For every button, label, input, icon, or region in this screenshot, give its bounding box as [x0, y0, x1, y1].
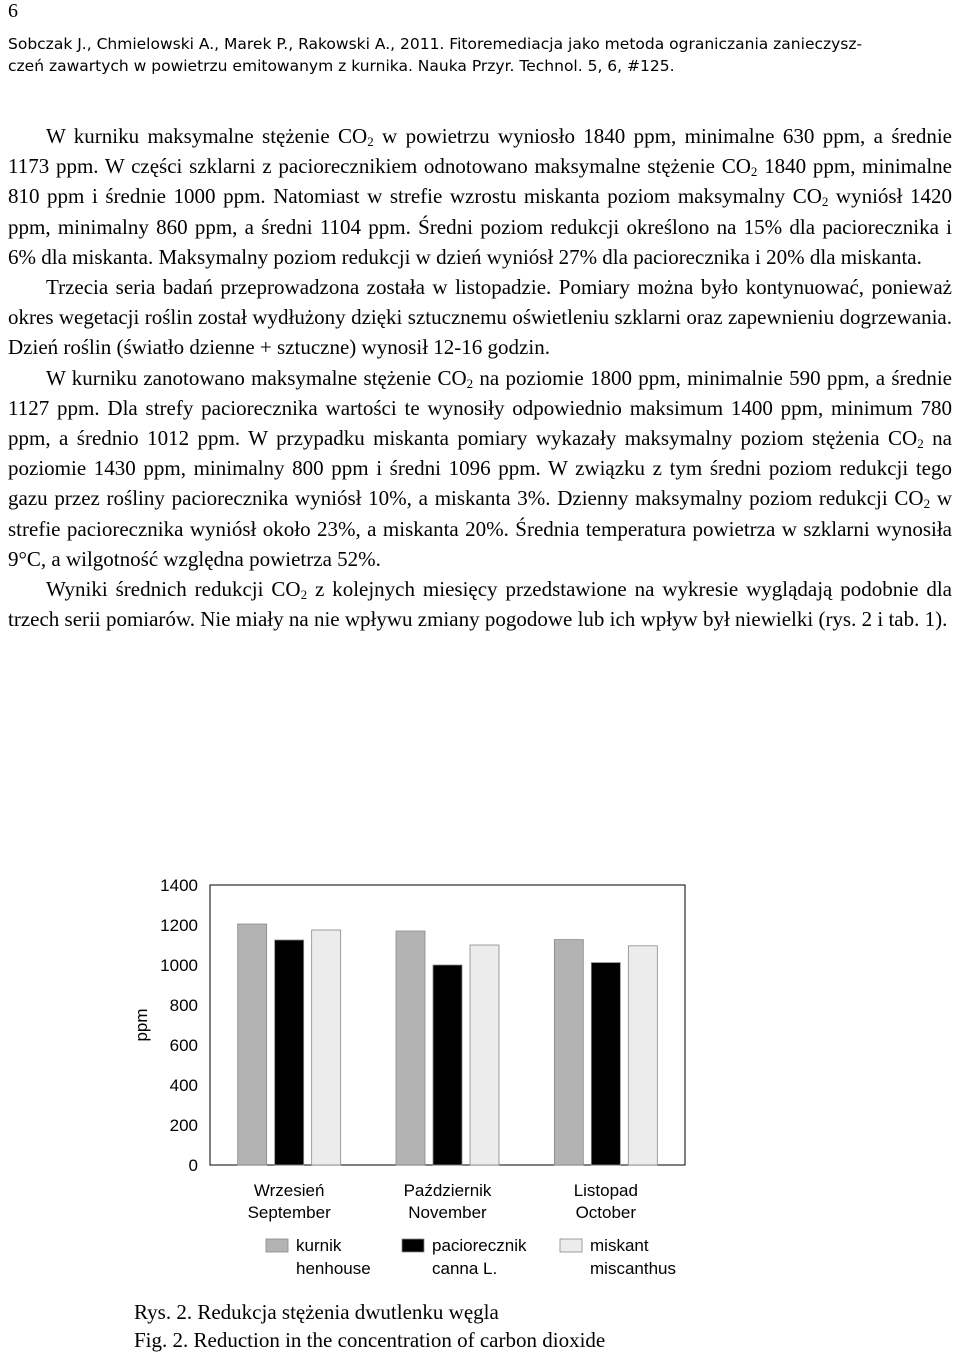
legend-swatch-0	[266, 1239, 288, 1252]
x-tick-label-0-1: September	[247, 1203, 331, 1222]
citation-line-1: Sobczak J., Chmielowski A., Marek P., Rakowski A., 2011. Fitoremediacja jako metoda ograniczania zanieczysz-	[8, 35, 863, 53]
caption-pl: Rys. 2. Redukcja stężenia dwutlenku węgla	[134, 1300, 499, 1324]
legend-swatch-1	[402, 1239, 424, 1252]
y-tick-label-2: 400	[169, 1076, 198, 1095]
paragraph-1: W kurniku maksymalne stężenie $CO_2$ w powietrzu wyniosło 1840 ppm, minimalne 630 ppm, a średnie 1173 ppm. W części szklarni z paciorecznikiem odnotowano maksymalne stężenie $CO_2$ 1840 ppm, minimalne 810 ppm i średnie 1000 ppm. Natomiast w strefie wzrostu miskanta poziom maksymalny $CO_2$ wyniósł 1420 ppm, minimalny 860 ppm, a średni 1104 ppm. Średni poziom redukcji określono na 15% dla paciorecznika i 6% dla miskanta. Maksymalny poziom redukcji w dzień wyniósł 27% dla paciorecznika i 20% dla miskanta.	[8, 124, 952, 269]
caption-en: Fig. 2. Reduction in the concentration of carbon dioxide	[134, 1328, 606, 1352]
bar-2-1	[591, 963, 620, 1165]
paragraph-4: Wyniki średnich redukcji $CO_2$ z kolejnych miesięcy przedstawione na wykresie wyglądają podobnie dla trzech serii pomiarów. Nie miały na nie wpływu zmiany pogodowe lub ich wpływ był niewielki (rys. 2 i tab. 1).	[8, 577, 952, 632]
paragraph-2: Trzecia seria badań przeprowadzona została w listopadzie. Pomiary można było kontynuować, ponieważ okres wegetacji roślin został wydłużony dzięki sztucznemu oświetleniu szklarni oraz zapewnieniu dogrzewania. Dzień roślin (światło dzienne + sztuczne) wynosił 12-16 godzin.	[8, 275, 952, 360]
co2-reduction-chart	[100, 870, 720, 1295]
legend-swatch-2	[560, 1239, 582, 1252]
body-text	[8, 121, 952, 634]
legend-label-2-0: miskant	[590, 1236, 649, 1255]
legend-label-0-1: henhouse	[296, 1259, 371, 1278]
x-tick-label-1-0: Październik	[403, 1181, 492, 1200]
legend-label-1-1: canna L.	[432, 1259, 498, 1278]
y-tick-label-3: 600	[169, 1036, 198, 1055]
y-tick-label-6: 1200	[160, 916, 198, 935]
citation-line-2: czeń zawartych w powietrzu emitowanym z kurnika. Nauka Przyr. Technol. 5, 6, #125.	[8, 57, 675, 75]
legend-label-2-1: miscanthus	[590, 1259, 676, 1278]
bar-0-1	[275, 940, 304, 1165]
x-tick-label-1-1: November	[408, 1203, 487, 1222]
y-tick-label-0: 0	[188, 1156, 198, 1175]
legend-label-0-0: kurnik	[296, 1236, 342, 1255]
bar-1-0	[396, 931, 425, 1165]
bar-0-0	[238, 924, 267, 1165]
x-tick-label-2-0: Listopad	[573, 1181, 638, 1200]
x-tick-label-0-0: Wrzesień	[253, 1181, 325, 1200]
paragraph-3: W kurniku zanotowano maksymalne stężenie $CO_2$ na poziomie 1800 ppm, minimalnie 590 ppm, a średnie 1127 ppm. Dla strefy paciorecznika wartości te wynosiły odpowiednio maksimum 1400 ppm, minimum 780 ppm, a średnio 1012 ppm. W przypadku miskanta pomiary wykazały maksymalny poziom stężenia $CO_2$ na poziomie 1430 ppm, minimalny 800 ppm i średni 1096 ppm. W związku z tym średni poziom redukcji tego gazu przez rośliny paciorecznika wyniósł 10%, a miskanta 3%. Dzienny maksymalny poziom redukcji $CO_2$ w strefie paciorecznika wyniósł około 23%, a miskanta 20%. Średnia temperatura powietrza w szklarni wynosiła 9°C, a wilgotność względna powietrza 52%.	[8, 365, 953, 571]
bar-2-2	[628, 946, 657, 1165]
bar-1-1	[433, 965, 462, 1165]
y-tick-label-1: 200	[169, 1116, 198, 1135]
y-axis-label: ppm	[132, 1008, 151, 1042]
citation	[8, 33, 948, 77]
bar-0-2	[312, 930, 341, 1165]
legend-label-1-0: paciorecznik	[432, 1236, 527, 1255]
bar-2-0	[554, 940, 583, 1165]
x-tick-label-2-1: October	[575, 1203, 637, 1222]
bar-1-2	[470, 945, 499, 1165]
page-number: 6	[8, 0, 18, 22]
y-tick-label-7: 1400	[160, 876, 198, 895]
y-tick-label-4: 800	[169, 996, 198, 1015]
y-tick-label-5: 1000	[160, 956, 198, 975]
